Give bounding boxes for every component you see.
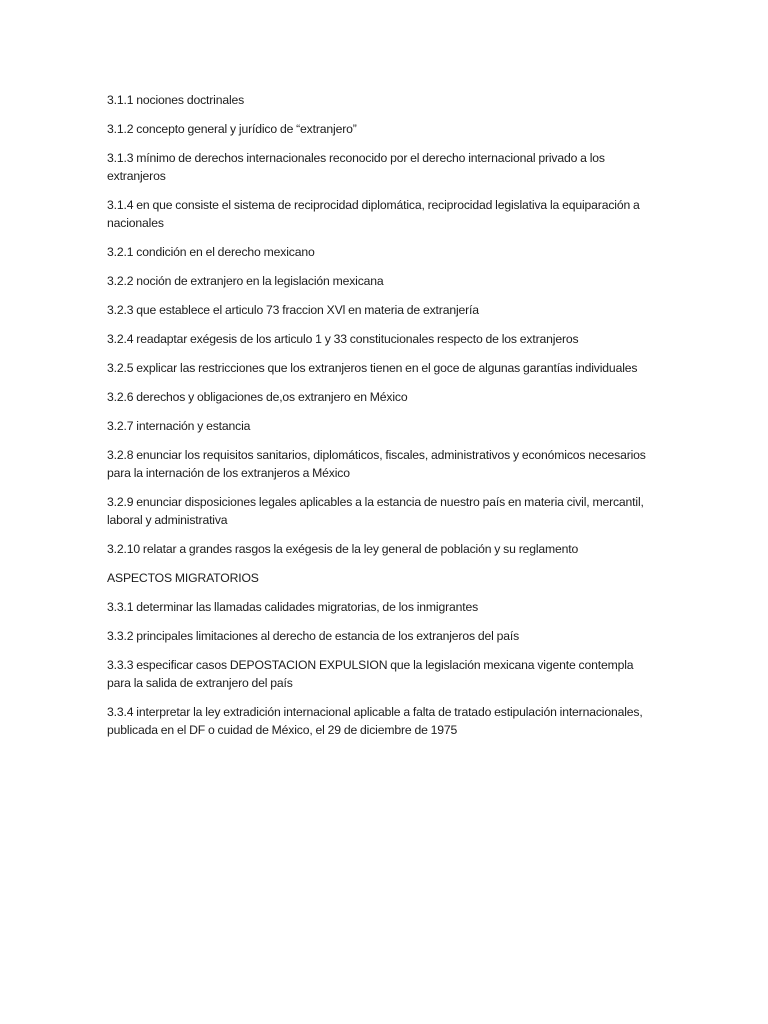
list-item: 3.2.3 que establece el articulo 73 fraccion XVl en materia de extranjería [107, 303, 479, 317]
list-item: 3.3.1 determinar las llamadas calidades migratorias, de los inmigrantes [107, 600, 479, 614]
list-item: 3.2.2 noción de extranjero en la legislación mexicana [107, 274, 384, 288]
list-item: 3.2.8 enunciar los requisitos sanitarios, diplomáticos, fiscales, administrativos y económicos necesarios para la internación de los extranjeros a México [107, 448, 646, 480]
list-item: 3.3.3 especificar casos DEPOSTACION EXPULSION que la legislación mexicana vigente contempla para la salida de extranjero del país [107, 658, 634, 690]
list-item: 3.3.4 interpretar la ley extradición internacional aplicable a falta de tratado estipulación internacionales, publicada en el DF o cuidad de México, el 29 de diciembre de 1975 [107, 705, 643, 737]
list-item: 3.2.4 readaptar exégesis de los articulo 1 y 33 constitucionales respecto de los extranjeros [107, 332, 579, 346]
list-item: 3.1.2 concepto general y jurídico de “extranjero” [107, 122, 357, 136]
list-item: 3.2.10 relatar a grandes rasgos la exégesis de la ley general de población y su reglamento [107, 542, 579, 556]
list-item: 3.2.6 derechos y obligaciones de,os extranjero en México [107, 390, 408, 404]
list-item: 3.1.3 mínimo de derechos internacionales reconocido por el derecho internacional privado a los extranjeros [107, 151, 605, 183]
section-heading: ASPECTOS MIGRATORIOS [107, 571, 259, 585]
list-item: 3.1.1 nociones doctrinales [107, 93, 245, 107]
list-item: 3.2.5 explicar las restricciones que los extranjeros tienen en el goce de algunas garantías individuales [107, 361, 638, 375]
document-content [107, 91, 652, 750]
list-item: 3.3.2 principales limitaciones al derecho de estancia de los extranjeros del país [107, 629, 520, 643]
list-item: 3.1.4 en que consiste el sistema de reciprocidad diplomática, reciprocidad legislativa la equiparación a nacionales [107, 198, 640, 230]
list-item: 3.2.9 enunciar disposiciones legales aplicables a la estancia de nuestro país en materia civil, mercantil, laboral y administrativa [107, 495, 644, 527]
list-item: 3.2.7 internación y estancia [107, 419, 251, 433]
list-item: 3.2.1 condición en el derecho mexicano [107, 245, 315, 259]
